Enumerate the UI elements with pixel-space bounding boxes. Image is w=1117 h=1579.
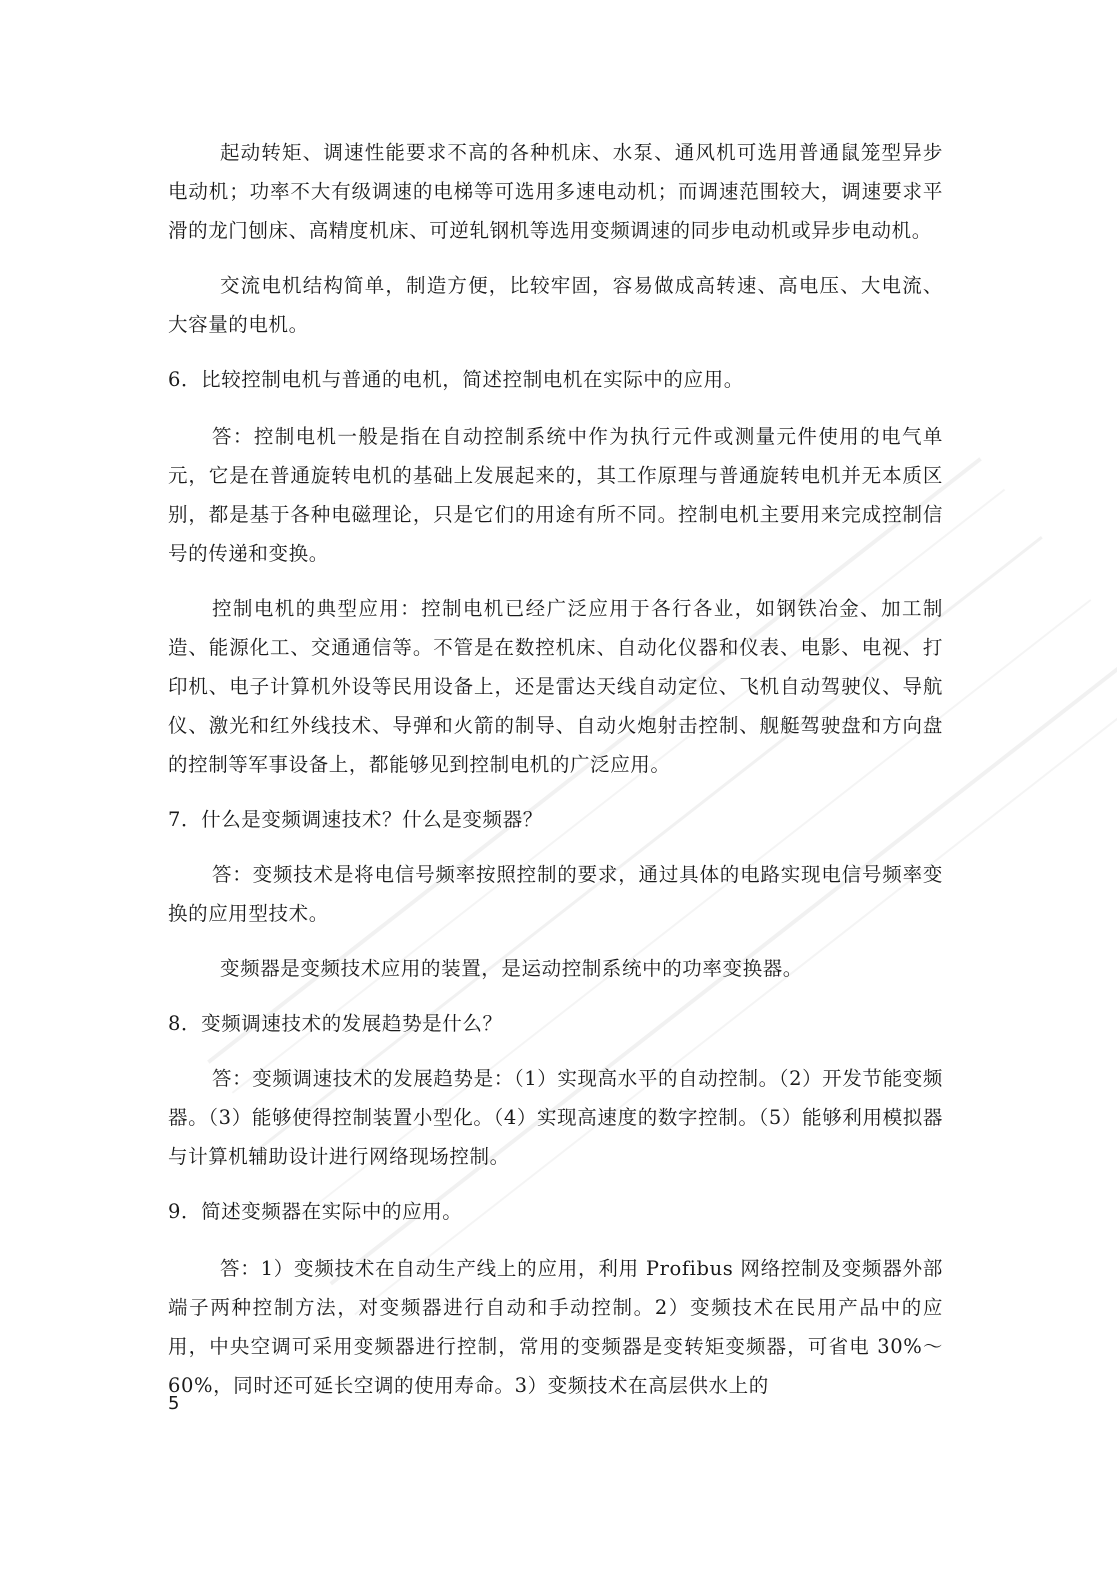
answer-8: 答：变频调速技术的发展趋势是：（1）实现高水平的自动控制。（2）开发节能变频器。（3）能够使得控制装置小型化。（4）实现高速度的数字控制。（5）能够利用模拟器与计算机辅助设计进行网络现场控制。 bbox=[168, 1067, 943, 1168]
answer-6-part-2: 控制电机的典型应用：控制电机已经广泛应用于各行各业，如钢铁冶金、加工制造、能源化工、交通通信等。不管是在数控机床、自动化仪器和仪表、电影、电视、打印机、电子计算机外设等民用设备上，还是雷达天线自动定位、飞机自动驾驶仪、导航仪、激光和红外线技术、导弹和火箭的制导、自动火炮射击控制、舰艇驾驶盘和方向盘的控制等军事设备上，都能够见到控制电机的广泛应用。 bbox=[168, 597, 943, 776]
paragraph-motor-selection: 起动转矩、调速性能要求不高的各种机床、水泵、通风机可选用普通鼠笼型异步电动机；功率不大有级调速的电梯等可选用多速电动机；而调速范围较大，调速要求平滑的龙门刨床、高精度机床、可逆轧钢机等选用变频调速的同步电动机或异步电动机。 bbox=[168, 141, 943, 242]
question-7: 7．什么是变频调速技术？什么是变频器？ bbox=[168, 808, 543, 831]
page-number: 5 bbox=[168, 1393, 180, 1414]
answer-7-part-2: 变频器是变频技术应用的装置，是运动控制系统中的功率变换器。 bbox=[220, 957, 803, 980]
document-body bbox=[168, 133, 943, 1405]
answer-9: 答：1）变频技术在自动生产线上的应用，利用 Profibus 网络控制及变频器外部端子两种控制方法，对变频器进行自动和手动控制。2）变频技术在民用产品中的应用，中央空调可采用变频器进行控制，常用的变频器是变转矩变频器，可省电 30%～60%，同时还可延长空调的使用寿命。3）变频技术在高层供水上的 bbox=[168, 1257, 943, 1397]
paragraph-ac-motor: 交流电机结构简单，制造方便，比较牢固，容易做成高转速、高电压、大电流、大容量的电机。 bbox=[168, 274, 943, 336]
answer-6-part-1: 答：控制电机一般是指在自动控制系统中作为执行元件或测量元件使用的电气单元，它是在普通旋转电机的基础上发展起来的，其工作原理与普通旋转电机并无本质区别，都是基于各种电磁理论，只是它们的用途有所不同。控制电机主要用来完成控制信号的传递和变换。 bbox=[168, 425, 943, 565]
question-6: 6．比较控制电机与普通的电机，简述控制电机在实际中的应用。 bbox=[168, 368, 744, 391]
question-8: 8．变频调速技术的发展趋势是什么？ bbox=[168, 1012, 503, 1035]
answer-7-part-1: 答：变频技术是将电信号频率按照控制的要求，通过具体的电路实现电信号频率变换的应用型技术。 bbox=[168, 863, 943, 925]
question-9: 9．简述变频器在实际中的应用。 bbox=[168, 1200, 463, 1223]
